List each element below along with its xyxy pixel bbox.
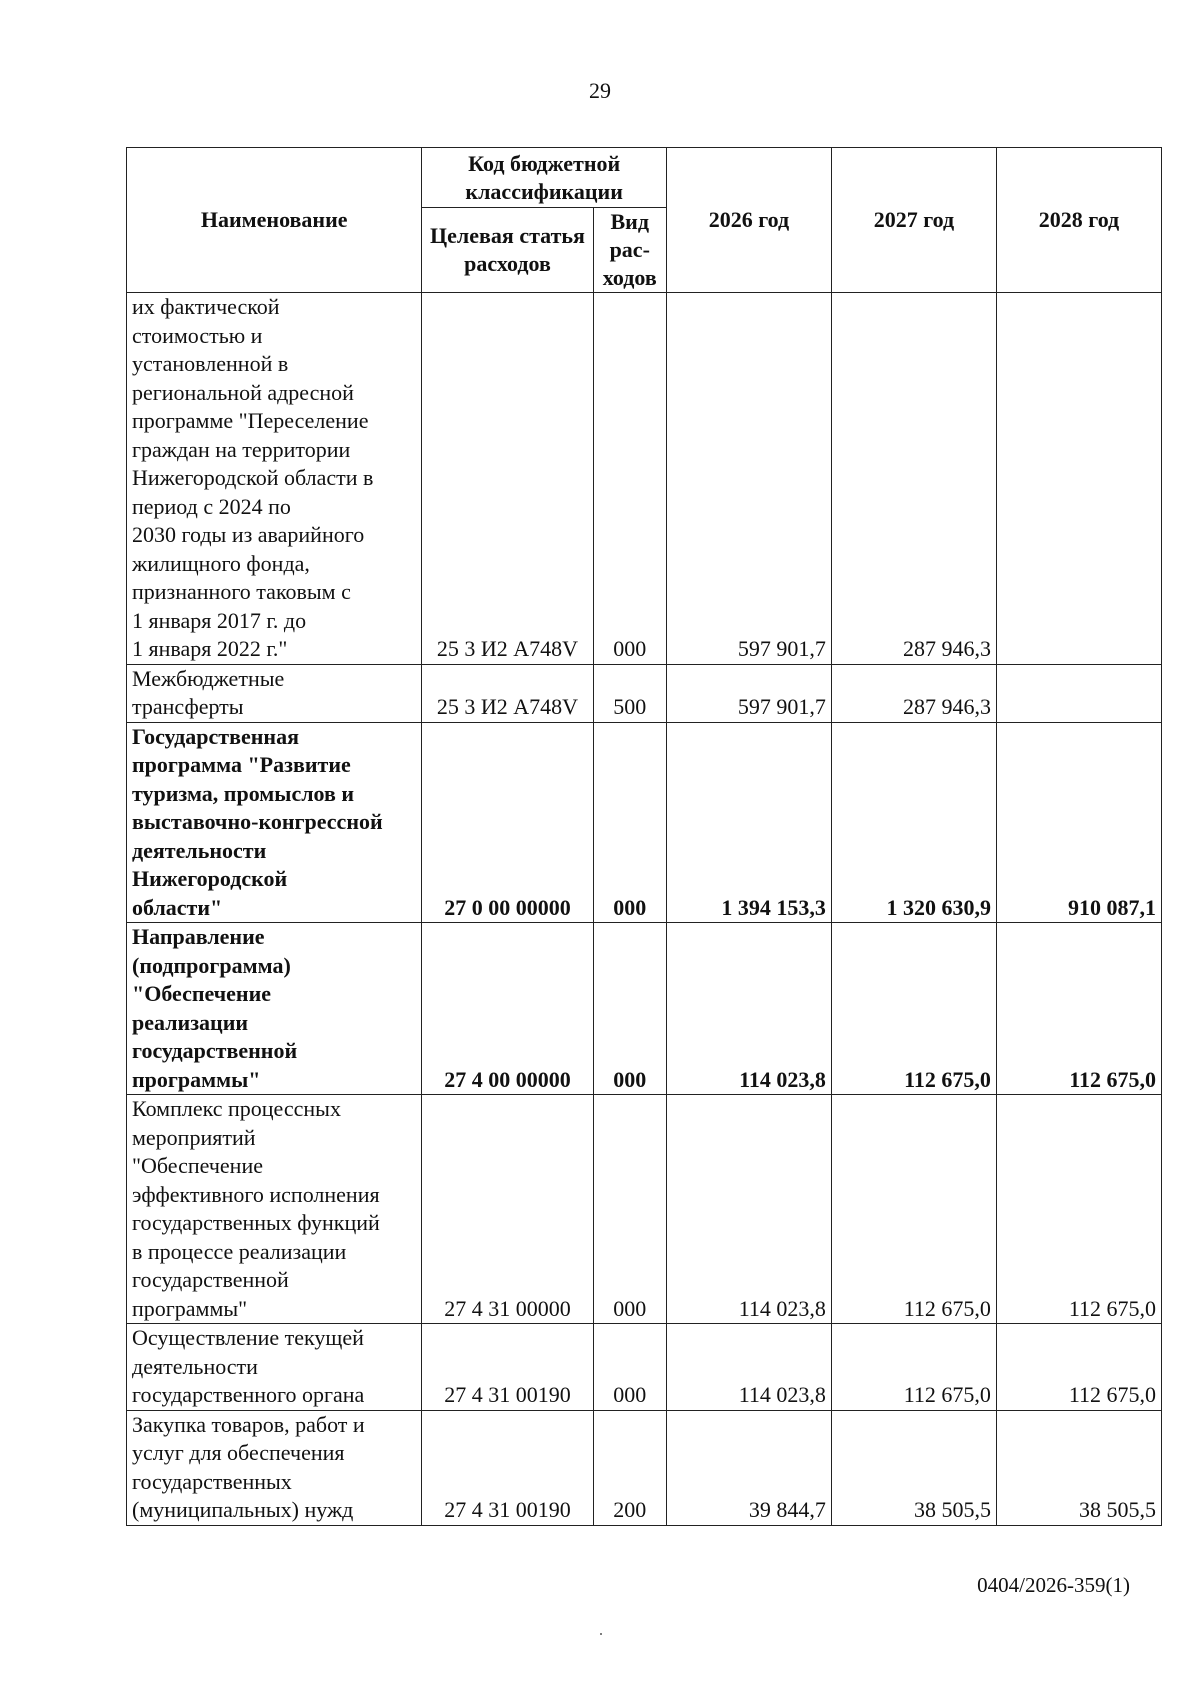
row-expense-type: 000 <box>593 722 666 923</box>
row-value-2028 <box>996 664 1161 722</box>
table-row <box>127 1324 1162 1411</box>
stray-mark <box>600 1633 602 1635</box>
table-body <box>127 293 1162 1526</box>
row-value-2026: 1 394 153,3 <box>666 722 831 923</box>
row-value-2026: 114 023,8 <box>666 1324 831 1411</box>
row-name: Комплекс процессных мероприятий "Обеспечение эффективного исполнения государственных функций в процессе реализации государственной программы" <box>127 1095 422 1324</box>
row-name: Межбюджетные трансферты <box>127 664 422 722</box>
table-row <box>127 923 1162 1095</box>
row-value-2027: 112 675,0 <box>831 1095 996 1324</box>
table-row <box>127 664 1162 722</box>
header-name: Наименование <box>127 148 422 293</box>
row-target-code: 27 4 31 00190 <box>422 1410 593 1525</box>
table-header <box>127 148 1162 293</box>
row-value-2028: 38 505,5 <box>996 1410 1161 1525</box>
table-row <box>127 293 1162 665</box>
row-target-code: 27 0 00 00000 <box>422 722 593 923</box>
row-value-2027: 38 505,5 <box>831 1410 996 1525</box>
page-number: 29 <box>589 78 611 103</box>
row-target-code: 25 3 И2 А748V <box>422 664 593 722</box>
row-target-code: 27 4 31 00000 <box>422 1095 593 1324</box>
row-name: Осуществление текущей деятельности государственного органа <box>127 1324 422 1411</box>
header-expense-type: Вид рас-ходов <box>593 208 666 293</box>
row-value-2026: 114 023,8 <box>666 923 831 1095</box>
budget-table <box>126 147 1162 1526</box>
table-row <box>127 1095 1162 1324</box>
row-value-2027: 287 946,3 <box>831 664 996 722</box>
row-expense-type: 000 <box>593 923 666 1095</box>
row-value-2028: 112 675,0 <box>996 1324 1161 1411</box>
row-target-code: 25 3 И2 А748V <box>422 293 593 665</box>
row-name: Закупка товаров, работ и услуг для обеспечения государственных (муниципальных) нужд <box>127 1410 422 1525</box>
row-name: их фактической стоимостью и установленной в региональной адресной программе "Переселение граждан на территории Нижегородской области в период с 2024 по 2030 годы из аварийного жилищного фонда, признанного таковым с 1 января 2017 г. до 1 января 2022 г." <box>127 293 422 665</box>
table-row <box>127 1410 1162 1525</box>
row-value-2026: 114 023,8 <box>666 1095 831 1324</box>
row-expense-type: 000 <box>593 1324 666 1411</box>
header-2027: 2027 год <box>831 148 996 293</box>
row-target-code: 27 4 00 00000 <box>422 923 593 1095</box>
row-value-2027: 112 675,0 <box>831 923 996 1095</box>
row-value-2028: 910 087,1 <box>996 722 1161 923</box>
row-name: Государственная программа "Развитие туризма, промыслов и выставочно-конгрессной деятельности Нижегородской области" <box>127 722 422 923</box>
row-value-2028: 112 675,0 <box>996 923 1161 1095</box>
row-value-2028 <box>996 293 1161 665</box>
row-value-2027: 287 946,3 <box>831 293 996 665</box>
row-value-2028: 112 675,0 <box>996 1095 1161 1324</box>
row-value-2026: 597 901,7 <box>666 293 831 665</box>
row-value-2026: 597 901,7 <box>666 664 831 722</box>
row-value-2026: 39 844,7 <box>666 1410 831 1525</box>
row-expense-type: 000 <box>593 293 666 665</box>
header-2026: 2026 год <box>666 148 831 293</box>
header-code-group: Код бюджетной классификации <box>422 148 666 208</box>
row-expense-type: 500 <box>593 664 666 722</box>
row-name: Направление (подпрограмма) "Обеспечение реализации государственной программы" <box>127 923 422 1095</box>
row-expense-type: 000 <box>593 1095 666 1324</box>
header-target-article: Целевая статья расходов <box>422 208 593 293</box>
document-code: 0404/2026-359(1) <box>977 1573 1130 1597</box>
header-2028: 2028 год <box>996 148 1161 293</box>
row-value-2027: 1 320 630,9 <box>831 722 996 923</box>
row-expense-type: 200 <box>593 1410 666 1525</box>
row-target-code: 27 4 31 00190 <box>422 1324 593 1411</box>
table-row <box>127 722 1162 923</box>
row-value-2027: 112 675,0 <box>831 1324 996 1411</box>
